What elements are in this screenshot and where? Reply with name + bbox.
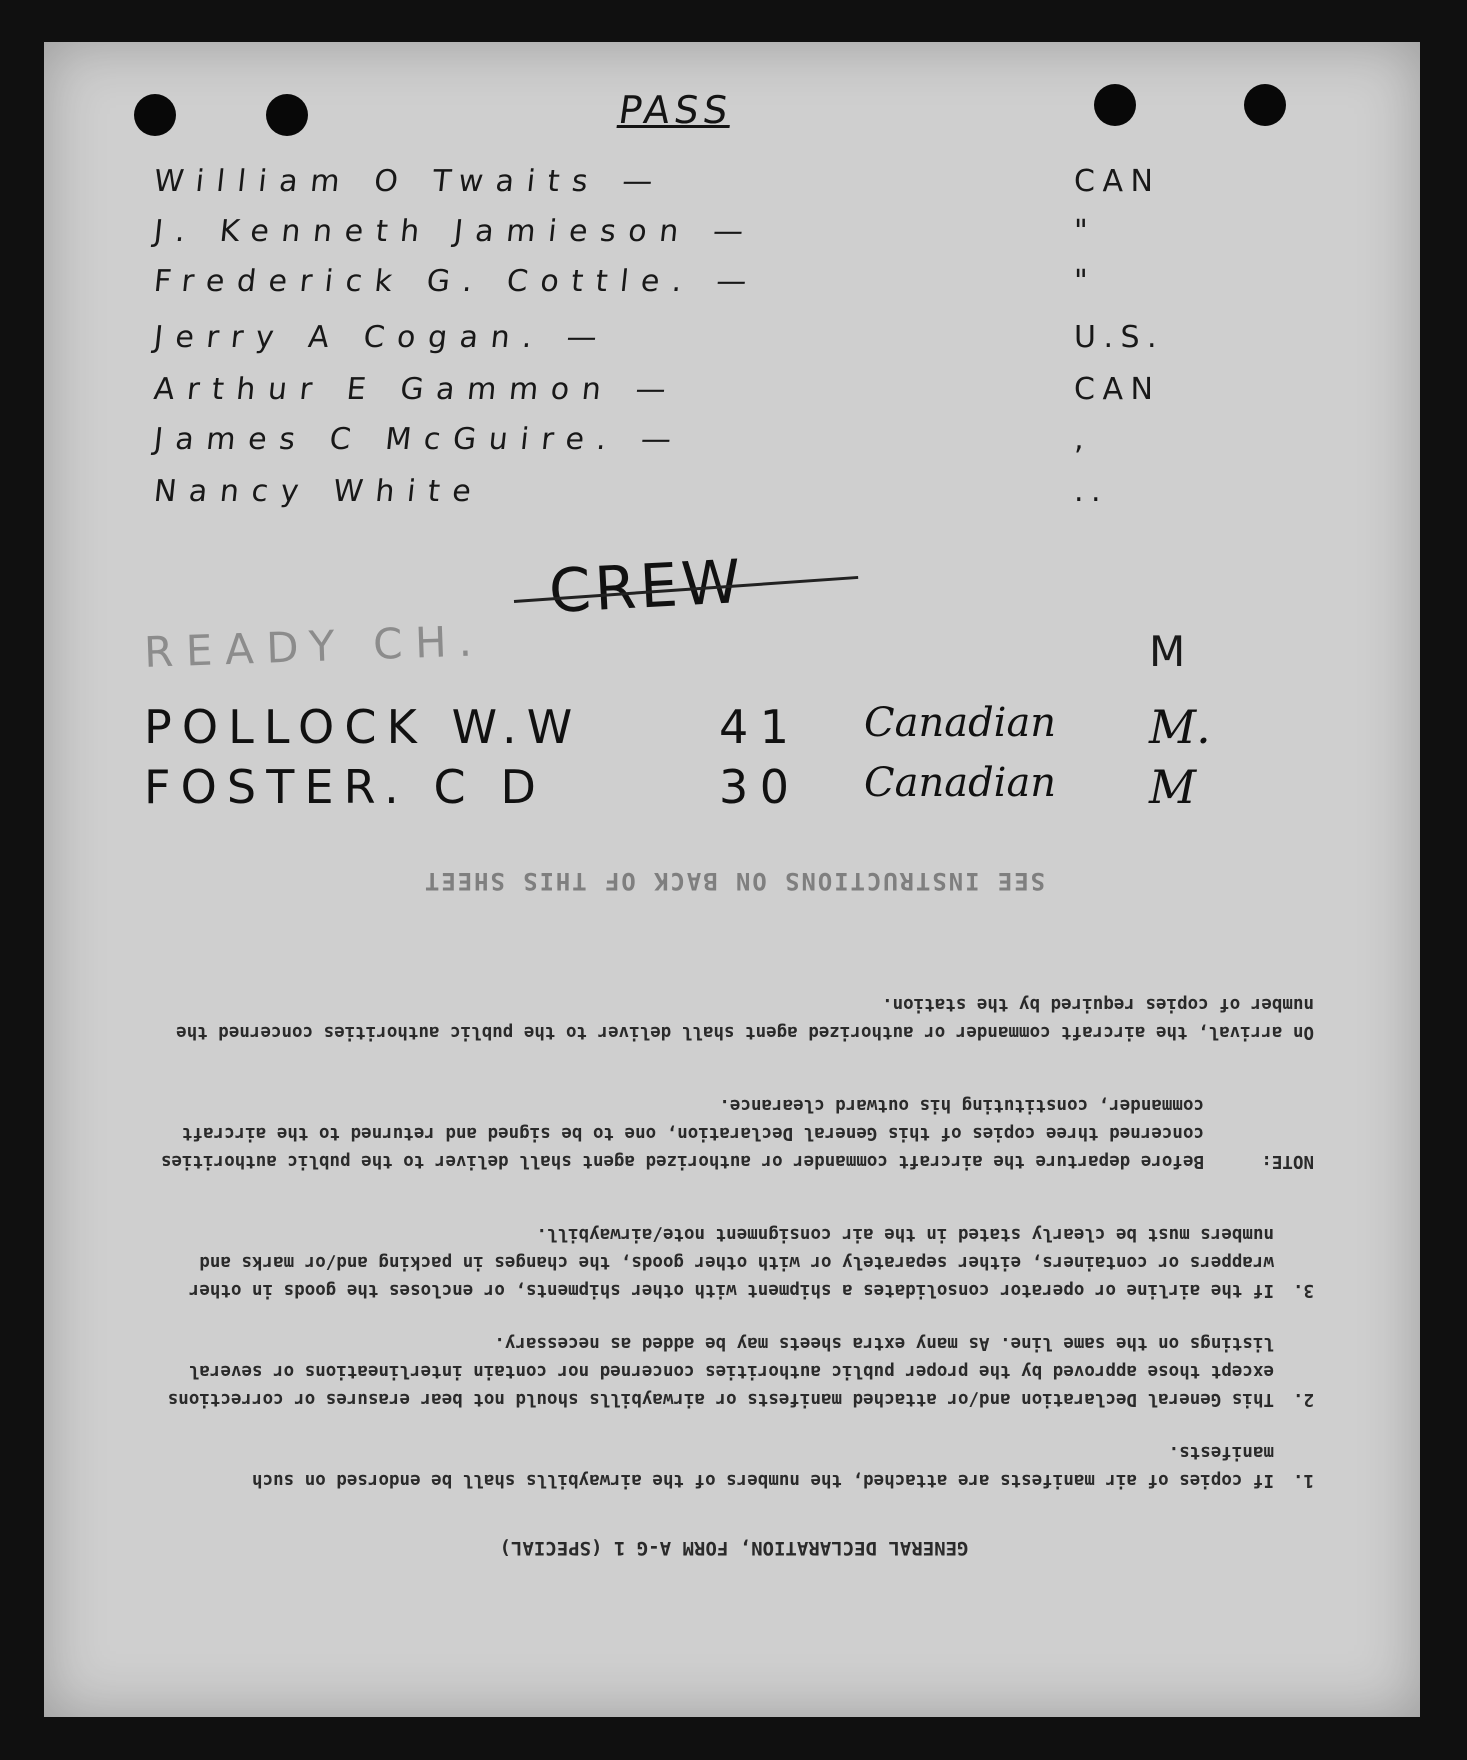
instruction-text: If the airline or operator consolidates a shipment with other shipments, or encloses the goods in other wrappers or containers, either separately or with other goods, the changes in packing and/or marks and numbers must be clearly stated in the air consignment note/airwaybill. bbox=[188, 1224, 1274, 1300]
passenger-name: Frederick G. Cottle. — bbox=[152, 264, 761, 299]
instruction-number: 1. bbox=[1292, 1470, 1314, 1490]
note-text: Before departure the aircraft commander or authorized agent shall deliver to the public authorities concerned three copies of this General Declaration, one to be signed and returned to the aircraft commander, constituting his outward clearance. bbox=[160, 1095, 1204, 1171]
passenger-nationality: " bbox=[1074, 264, 1096, 299]
instruction-text: If copies of air manifests are attached, the numbers of the airwaybills shall be endorsed on such manifests. bbox=[252, 1442, 1274, 1490]
passenger-name: James C McGuire. — bbox=[152, 422, 686, 457]
punch-hole bbox=[1244, 84, 1286, 126]
faint-note: READY CH. bbox=[143, 616, 486, 677]
pass-heading: PASS bbox=[615, 88, 736, 132]
passenger-name: Jerry A Cogan. — bbox=[152, 320, 612, 355]
punch-hole bbox=[266, 94, 308, 136]
passenger-name: J. Kenneth Jamieson — bbox=[152, 214, 758, 249]
passenger-nationality: " bbox=[1074, 214, 1096, 249]
punch-hole bbox=[1094, 84, 1136, 126]
crew-name: FOSTER. C D bbox=[144, 760, 547, 814]
crew-sex: M. bbox=[1149, 700, 1211, 754]
crew-sex: M bbox=[1149, 760, 1197, 814]
faint-mark: M bbox=[1149, 627, 1186, 676]
passenger-nationality: CAN bbox=[1074, 372, 1161, 407]
crew-nationality: Canadian bbox=[864, 760, 1057, 806]
instruction-number: 3. bbox=[1292, 1280, 1314, 1300]
passenger-row bbox=[154, 320, 1254, 370]
passenger-row bbox=[154, 164, 1254, 214]
passenger-row bbox=[154, 474, 1254, 524]
document-page bbox=[44, 42, 1420, 1717]
instruction-item bbox=[154, 1329, 1314, 1413]
passenger-name: Arthur E Gammon — bbox=[152, 372, 681, 407]
arrival-text: On arrival, the aircraft commander or authorized agent shall deliver to the public authorities concerned the number of copies required by the station. bbox=[176, 994, 1314, 1042]
crew-heading: CREW bbox=[547, 546, 746, 628]
crew-row bbox=[144, 760, 1294, 820]
instruction-number: 2. bbox=[1292, 1389, 1314, 1409]
bleed-through-footer: SEE INSTRUCTIONS ON BACK OF THIS SHEET bbox=[422, 867, 1046, 895]
passenger-row bbox=[154, 214, 1254, 264]
passenger-row bbox=[154, 264, 1254, 314]
passenger-nationality: U.S. bbox=[1074, 320, 1165, 355]
instruction-item bbox=[154, 1220, 1314, 1304]
printed-instructions-upside-down bbox=[154, 842, 1314, 1562]
crew-age: 30 bbox=[719, 760, 801, 814]
crew-name: POLLOCK W.W bbox=[144, 700, 583, 754]
note-label: NOTE: bbox=[1261, 1151, 1314, 1171]
note-block bbox=[154, 1091, 1314, 1175]
crew-nationality: Canadian bbox=[864, 700, 1057, 746]
passenger-row bbox=[154, 372, 1254, 422]
passenger-name: Nancy White bbox=[152, 474, 486, 509]
passenger-nationality: .. bbox=[1074, 474, 1109, 509]
passenger-row bbox=[154, 422, 1254, 472]
form-title: GENERAL DECLARATION, FORM A-G 1 (SPECIAL) bbox=[499, 1537, 969, 1559]
passenger-nationality: CAN bbox=[1074, 164, 1161, 199]
instruction-item bbox=[154, 1438, 1314, 1494]
instruction-text: This General Declaration and/or attached manifests or airwaybills should not bear erasures or corrections except those approved by the proper public authorities concerned nor contain interlineations or several listings on the same line. As many extra sheets may be added as necessary. bbox=[167, 1333, 1274, 1409]
crew-age: 41 bbox=[719, 700, 801, 754]
passenger-name: William O Twaits — bbox=[152, 164, 667, 199]
passenger-nationality: , bbox=[1074, 422, 1092, 457]
punch-hole bbox=[134, 94, 176, 136]
crew-row bbox=[144, 700, 1294, 760]
